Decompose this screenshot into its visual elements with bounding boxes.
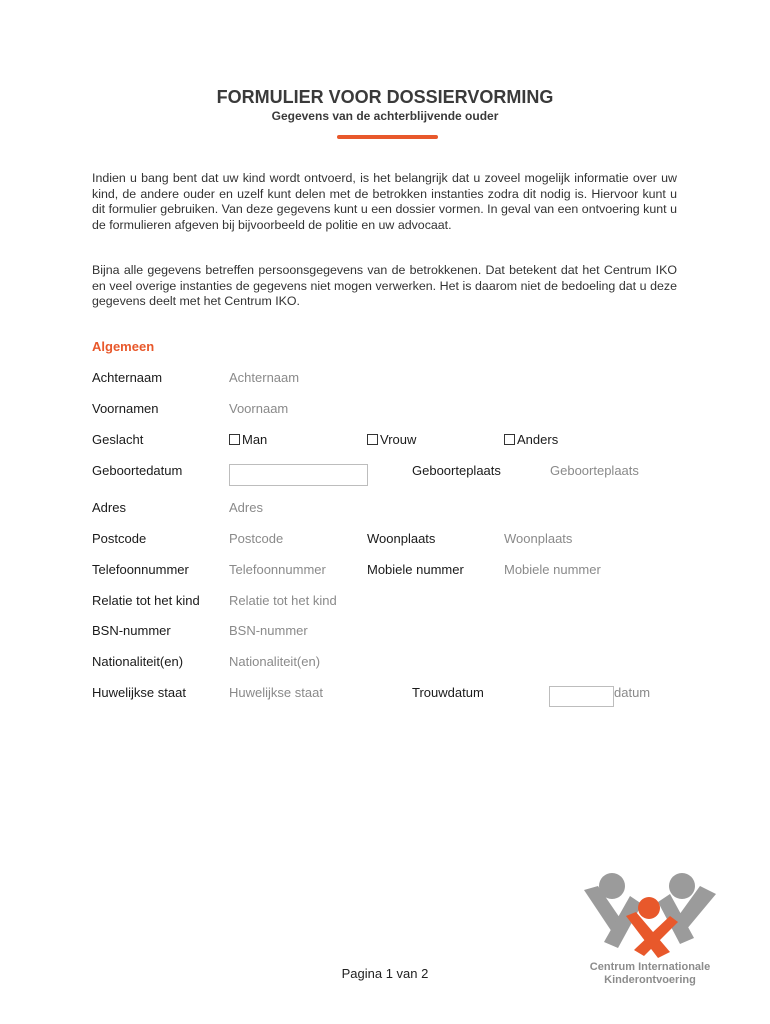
trouwdatum-input[interactable]	[549, 686, 614, 707]
logo-text	[575, 961, 725, 987]
intro-paragraph-2: Bijna alle gegevens betreffen persoonsgegevens van de betrokkenen. Dat betekent dat het Centrum IKO en veel overige instanties de gegevens niet mogen verwerken. Het is daarom niet de bedoeling dat u deze gegevens deelt met het Centrum IKO.	[92, 263, 677, 308]
trouwdatum-label: Trouwdatum	[412, 685, 484, 700]
adres-label: Adres	[92, 500, 126, 515]
nationaliteit-field[interactable]: Nationaliteit(en)	[229, 654, 321, 669]
postcode-field[interactable]: Postcode	[229, 531, 284, 546]
trouwdatum-placeholder: datum	[614, 685, 651, 700]
geboorteplaats-field[interactable]: Geboorteplaats	[550, 463, 639, 478]
checkbox-vrouw-label: Vrouw	[380, 432, 417, 447]
relatie-field[interactable]: Relatie tot het kind	[229, 593, 337, 608]
logo	[578, 872, 723, 960]
achternaam-field[interactable]: Achternaam	[229, 370, 300, 385]
logo-figures-icon	[578, 872, 723, 960]
checkbox-square-icon[interactable]	[367, 434, 378, 445]
checkbox-vrouw[interactable]	[367, 432, 416, 447]
huwelijkse-staat-label: Huwelijkse staat	[92, 685, 186, 700]
nationaliteit-label: Nationaliteit(en)	[92, 654, 184, 669]
woonplaats-label: Woonplaats	[367, 531, 436, 546]
achternaam-label: Achternaam	[92, 370, 163, 385]
checkbox-man-label: Man	[242, 432, 268, 447]
bsn-field[interactable]: BSN-nummer	[229, 623, 308, 638]
checkbox-anders[interactable]	[504, 432, 558, 447]
relatie-label: Relatie tot het kind	[92, 593, 200, 608]
voornamen-label: Voornamen	[92, 401, 159, 416]
document-subtitle: Gegevens van de achterblijvende ouder	[271, 109, 499, 123]
document-title: FORMULIER VOOR DOSSIERVORMING	[216, 87, 554, 107]
logo-text-line-2: Kinderontvoering	[604, 974, 696, 986]
bsn-label: BSN-nummer	[92, 623, 171, 638]
telefoonnummer-label: Telefoonnummer	[92, 562, 189, 577]
title-underline	[337, 135, 438, 139]
checkbox-anders-label: Anders	[517, 432, 559, 447]
mobiele-nummer-label: Mobiele nummer	[367, 562, 464, 577]
huwelijkse-staat-field[interactable]: Huwelijkse staat	[229, 685, 323, 700]
checkbox-square-icon[interactable]	[229, 434, 240, 445]
mobiele-nummer-field[interactable]: Mobiele nummer	[504, 562, 601, 577]
checkbox-square-icon[interactable]	[504, 434, 515, 445]
telefoonnummer-field[interactable]: Telefoonnummer	[229, 562, 326, 577]
intro-paragraph-1: Indien u bang bent dat uw kind wordt ontvoerd, is het belangrijk dat u zoveel mogelijk informatie over uw kind, de andere ouder en uzelf kunt delen met de betrokken instanties zodra dit nodig is. Hiervoor kunt u dit formulier gebruiken. Van deze gegevens kunt u een dossier vormen. In geval van een ontvoering kunt u de formulieren afgeven bij bijvoorbeeld de politie en uw advocaat.	[92, 171, 677, 232]
checkbox-man[interactable]	[229, 432, 267, 447]
geboorteplaats-label: Geboorteplaats	[412, 463, 501, 478]
geboortedatum-input[interactable]	[229, 464, 368, 486]
page-number: Pagina 1 van 2	[341, 966, 429, 981]
logo-text-line-1: Centrum Internationale	[589, 961, 711, 973]
voornamen-field[interactable]: Voornaam	[229, 401, 289, 416]
section-heading-algemeen: Algemeen	[92, 339, 155, 354]
postcode-label: Postcode	[92, 531, 147, 546]
adres-field[interactable]: Adres	[229, 500, 263, 515]
geboortedatum-label: Geboortedatum	[92, 463, 183, 478]
geslacht-label: Geslacht	[92, 432, 144, 447]
woonplaats-field[interactable]: Woonplaats	[504, 531, 573, 546]
